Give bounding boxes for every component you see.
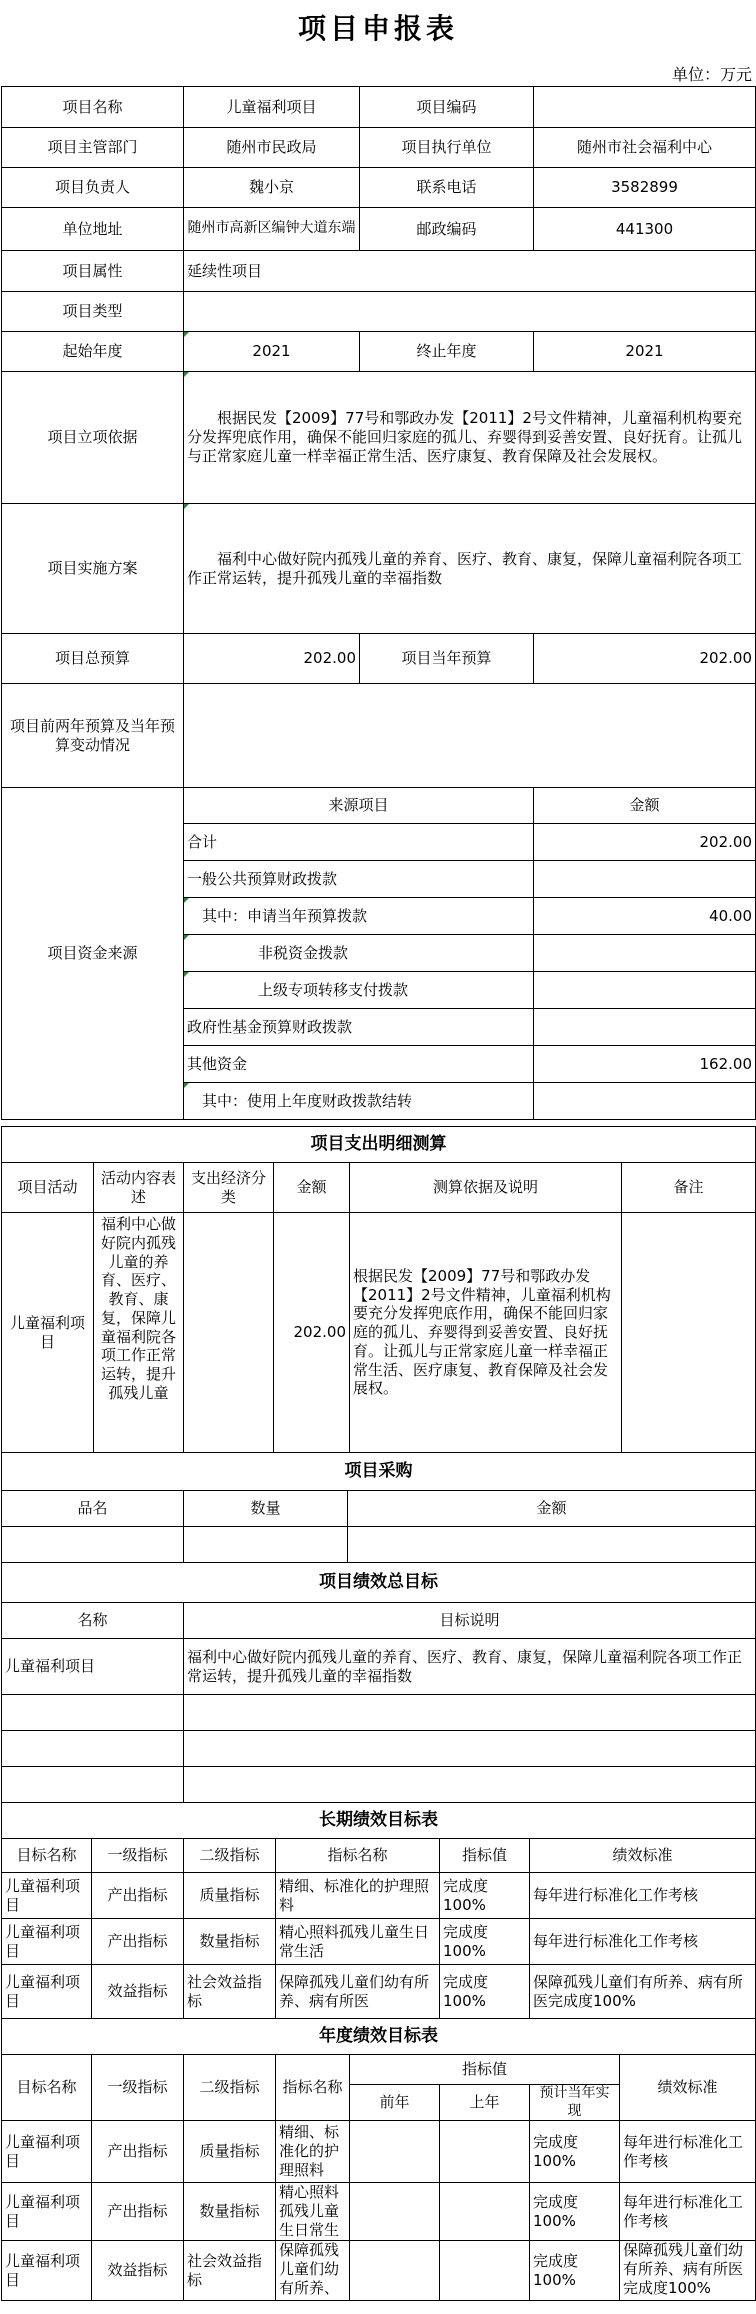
attr-value: 延续性项目 bbox=[184, 251, 756, 292]
postcode-label: 邮政编码 bbox=[360, 208, 534, 251]
funding-row-name: 其中：申请当年预算拨款 bbox=[184, 898, 534, 935]
longterm-header: 指标值 bbox=[440, 1839, 530, 1873]
longterm-cell: 保障孤残儿童们幼有所养、病有所医 bbox=[276, 1965, 440, 2019]
goal-table bbox=[1, 1562, 756, 1803]
funding-row-name: 上级专项转移支付拨款 bbox=[184, 972, 534, 1009]
year-budget-value: 202.00 bbox=[534, 634, 756, 684]
table-row bbox=[2, 2241, 756, 2301]
leader-label: 项目负责人 bbox=[2, 168, 184, 208]
table-row bbox=[2, 1919, 756, 1965]
funding-row-amount: 162.00 bbox=[534, 1046, 756, 1083]
phone-value: 3582899 bbox=[534, 168, 756, 208]
longterm-cell: 质量指标 bbox=[184, 1873, 276, 1919]
longterm-cell: 儿童福利项目 bbox=[2, 1965, 92, 2019]
dept-value: 随州市民政局 bbox=[184, 128, 360, 168]
annual-cell: 完成度100% bbox=[530, 2121, 620, 2183]
expense-header-activity: 项目活动 bbox=[2, 1163, 94, 1213]
annual-cell bbox=[440, 2121, 530, 2183]
expense-amount: 202.00 bbox=[274, 1213, 350, 1453]
table-row bbox=[2, 2183, 756, 2241]
funding-row-amount: 40.00 bbox=[534, 898, 756, 935]
total-budget-value: 202.00 bbox=[184, 634, 360, 684]
longterm-cell: 产出指标 bbox=[92, 1919, 184, 1965]
change-value bbox=[184, 684, 756, 788]
table-row bbox=[2, 1873, 756, 1919]
plan-label: 项目实施方案 bbox=[2, 504, 184, 634]
goal-cell bbox=[2, 1731, 184, 1767]
goal-header-desc: 目标说明 bbox=[184, 1603, 756, 1639]
funding-row-amount bbox=[534, 861, 756, 898]
goal-desc: 福利中心做好院内孤残儿童的养育、医疗、教育、康复，保障儿童福利院各项工作正常运转，提升孤残儿童的幸福指数 bbox=[184, 1639, 756, 1695]
expense-header-note: 备注 bbox=[622, 1163, 756, 1213]
basis-value: 根据民发【2009】77号和鄂政办发【2011】2号文件精神，儿童福利机构要充分发挥兜底作用，确保不能回归家庭的孤儿、弃婴得到妥善安置、良好抚育。让孤儿与正常家庭儿童一样幸福正常生活、医疗康复、教育保障及社会发展权。 bbox=[184, 372, 756, 504]
annual-cell: 精细、标准化的护理照料 bbox=[276, 2121, 350, 2183]
annual-cell: 儿童福利项目 bbox=[2, 2121, 92, 2183]
purchase-cell bbox=[184, 1527, 348, 1563]
longterm-cell: 完成度100% bbox=[440, 1873, 530, 1919]
funding-row-name: 其中：使用上年度财政拨款结转 bbox=[184, 1083, 534, 1120]
funding-row-name: 政府性基金预算财政拨款 bbox=[184, 1009, 534, 1046]
goal-name: 儿童福利项目 bbox=[2, 1639, 184, 1695]
longterm-header: 二级指标 bbox=[184, 1839, 276, 1873]
address-label: 单位地址 bbox=[2, 208, 184, 251]
funding-source-header: 来源项目 bbox=[184, 788, 534, 824]
total-budget-label: 项目总预算 bbox=[2, 634, 184, 684]
start-year-value: 2021 bbox=[184, 332, 360, 372]
table-row bbox=[2, 2121, 756, 2183]
phone-label: 联系电话 bbox=[360, 168, 534, 208]
expense-header-basis: 测算依据及说明 bbox=[350, 1163, 622, 1213]
longterm-cell: 精细、标准化的护理照料 bbox=[276, 1873, 440, 1919]
purchase-header-qty: 数量 bbox=[184, 1491, 348, 1527]
goal-cell bbox=[184, 1695, 756, 1731]
project-name-value: 儿童福利项目 bbox=[184, 87, 360, 128]
end-year-value: 2021 bbox=[534, 332, 756, 372]
funding-row-name: 合计 bbox=[184, 824, 534, 861]
expense-header-category: 支出经济分类 bbox=[184, 1163, 274, 1213]
annual-cell: 产出指标 bbox=[92, 2183, 184, 2241]
annual-cell: 质量指标 bbox=[184, 2121, 276, 2183]
annual-cell: 效益指标 bbox=[92, 2241, 184, 2301]
exec-unit-value: 随州市社会福利中心 bbox=[534, 128, 756, 168]
longterm-header: 目标名称 bbox=[2, 1839, 92, 1873]
purchase-header-name: 品名 bbox=[2, 1491, 184, 1527]
annual-header: 一级指标 bbox=[92, 2055, 184, 2121]
expense-table bbox=[1, 1126, 756, 1453]
type-label: 项目类型 bbox=[2, 292, 184, 332]
expense-section-title: 项目支出明细测算 bbox=[2, 1127, 756, 1163]
goal-cell bbox=[184, 1731, 756, 1767]
annual-subheader: 前年 bbox=[350, 2085, 440, 2121]
goal-cell bbox=[2, 1767, 184, 1803]
annual-cell: 完成度100% bbox=[530, 2241, 620, 2301]
project-name-label: 项目名称 bbox=[2, 87, 184, 128]
annual-cell: 每年进行标准化工作考核 bbox=[620, 2121, 756, 2183]
annual-cell: 社会效益指标 bbox=[184, 2241, 276, 2301]
longterm-cell: 每年进行标准化工作考核 bbox=[530, 1873, 756, 1919]
expense-basis: 根据民发【2009】77号和鄂政办发【2011】2号文件精神，儿童福利机构要充分发挥兜底作用，确保不能回归家庭的孤儿、弃婴得到妥善安置、良好抚育。让孤儿与正常家庭儿童一样幸福正常生活、医疗康复、教育保障及社会发展权。 bbox=[350, 1213, 622, 1453]
longterm-table bbox=[1, 1802, 756, 2019]
annual-cell bbox=[350, 2241, 440, 2301]
annual-header: 绩效标准 bbox=[620, 2055, 756, 2121]
funding-row-amount bbox=[534, 972, 756, 1009]
funding-label: 项目资金来源 bbox=[2, 788, 184, 1120]
start-year-label: 起始年度 bbox=[2, 332, 184, 372]
purchase-cell bbox=[348, 1527, 756, 1563]
purchase-cell bbox=[2, 1527, 184, 1563]
annual-cell: 完成度100% bbox=[530, 2183, 620, 2241]
funding-row-name: 一般公共预算财政拨款 bbox=[184, 861, 534, 898]
longterm-header: 指标名称 bbox=[276, 1839, 440, 1873]
funding-row-amount: 202.00 bbox=[534, 824, 756, 861]
longterm-cell: 儿童福利项目 bbox=[2, 1873, 92, 1919]
longterm-cell: 保障孤残儿童们有所养、病有所医完成度100% bbox=[530, 1965, 756, 2019]
annual-header: 目标名称 bbox=[2, 2055, 92, 2121]
expense-header-content: 活动内容表述 bbox=[94, 1163, 184, 1213]
project-code-label: 项目编码 bbox=[360, 87, 534, 128]
annual-cell: 产出指标 bbox=[92, 2121, 184, 2183]
year-budget-label: 项目当年预算 bbox=[360, 634, 534, 684]
longterm-cell: 完成度100% bbox=[440, 1965, 530, 2019]
longterm-section-title: 长期绩效目标表 bbox=[2, 1803, 756, 1839]
annual-header: 指标名称 bbox=[276, 2055, 350, 2121]
funding-row-amount bbox=[534, 1009, 756, 1046]
page-title: 项目申报表 bbox=[297, 12, 458, 45]
goal-cell bbox=[184, 1767, 756, 1803]
longterm-header: 一级指标 bbox=[92, 1839, 184, 1873]
longterm-cell: 产出指标 bbox=[92, 1873, 184, 1919]
annual-cell: 保障孤残儿童们幼有所养、 bbox=[276, 2241, 350, 2301]
annual-cell bbox=[440, 2241, 530, 2301]
annual-section-title: 年度绩效目标表 bbox=[2, 2019, 756, 2055]
annual-cell: 数量指标 bbox=[184, 2183, 276, 2241]
expense-activity: 儿童福利项目 bbox=[2, 1213, 94, 1453]
unit-label: 单位：万元 bbox=[671, 65, 752, 84]
goal-section-title: 项目绩效总目标 bbox=[2, 1563, 756, 1603]
longterm-header: 绩效标准 bbox=[530, 1839, 756, 1873]
annual-cell bbox=[440, 2183, 530, 2241]
funding-row-amount bbox=[534, 935, 756, 972]
purchase-table bbox=[1, 1452, 756, 1563]
attr-label: 项目属性 bbox=[2, 251, 184, 292]
end-year-label: 终止年度 bbox=[360, 332, 534, 372]
plan-value: 福利中心做好院内孤残儿童的养育、医疗、教育、康复，保障儿童福利院各项工作正常运转，提升孤残儿童的幸福指数 bbox=[184, 504, 756, 634]
annual-header: 二级指标 bbox=[184, 2055, 276, 2121]
longterm-cell: 数量指标 bbox=[184, 1919, 276, 1965]
annual-cell bbox=[350, 2121, 440, 2183]
funding-amount-header: 金额 bbox=[534, 788, 756, 824]
annual-cell: 儿童福利项目 bbox=[2, 2241, 92, 2301]
annual-cell: 儿童福利项目 bbox=[2, 2183, 92, 2241]
annual-cell: 精心照料孤残儿童生日常生 bbox=[276, 2183, 350, 2241]
expense-content: 福利中心做好院内孤残儿童的养育、医疗、教育、康复，保障儿童福利院各项工作正常运转，提升孤残儿童 bbox=[94, 1213, 184, 1453]
expense-header-amount: 金额 bbox=[274, 1163, 350, 1213]
annual-cell bbox=[350, 2183, 440, 2241]
funding-row-name: 其他资金 bbox=[184, 1046, 534, 1083]
expense-category bbox=[184, 1213, 274, 1453]
exec-unit-label: 项目执行单位 bbox=[360, 128, 534, 168]
funding-row-name: 非税资金拨款 bbox=[184, 935, 534, 972]
type-value bbox=[184, 292, 756, 332]
goal-cell bbox=[2, 1695, 184, 1731]
annual-cell: 每年进行标准化工作考核 bbox=[620, 2183, 756, 2241]
purchase-header-amount: 金额 bbox=[348, 1491, 756, 1527]
longterm-cell: 社会效益指标 bbox=[184, 1965, 276, 2019]
annual-header: 指标值 bbox=[350, 2055, 620, 2085]
leader-value: 魏小京 bbox=[184, 168, 360, 208]
project-code-value bbox=[534, 87, 756, 128]
change-label: 项目前两年预算及当年预算变动情况 bbox=[2, 684, 184, 788]
annual-subheader: 预计当年实现 bbox=[530, 2085, 620, 2121]
basic-info-table bbox=[1, 86, 756, 1120]
annual-subheader: 上年 bbox=[440, 2085, 530, 2121]
basis-label: 项目立项依据 bbox=[2, 372, 184, 504]
dept-label: 项目主管部门 bbox=[2, 128, 184, 168]
goal-header-name: 名称 bbox=[2, 1603, 184, 1639]
annual-cell: 保障孤残儿童们幼有所养、病有所医完成度100% bbox=[620, 2241, 756, 2301]
longterm-cell: 儿童福利项目 bbox=[2, 1919, 92, 1965]
longterm-cell: 每年进行标准化工作考核 bbox=[530, 1919, 756, 1965]
purchase-section-title: 项目采购 bbox=[2, 1453, 756, 1491]
longterm-cell: 效益指标 bbox=[92, 1965, 184, 2019]
expense-note bbox=[622, 1213, 756, 1453]
longterm-cell: 精心照料孤残儿童生日常生活 bbox=[276, 1919, 440, 1965]
annual-table bbox=[1, 2018, 756, 2301]
longterm-cell: 完成度100% bbox=[440, 1919, 530, 1965]
postcode-value: 441300 bbox=[534, 208, 756, 251]
address-value: 随州市高新区编钟大道东端 bbox=[184, 208, 360, 251]
table-row bbox=[2, 1965, 756, 2019]
funding-row-amount bbox=[534, 1083, 756, 1120]
